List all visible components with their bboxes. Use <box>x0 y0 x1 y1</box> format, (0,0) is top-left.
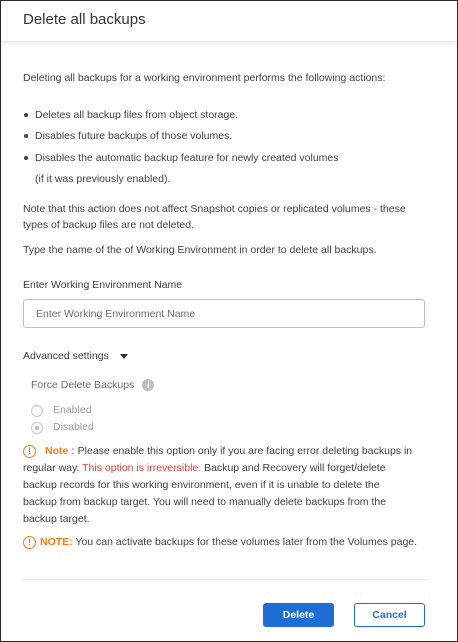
working-environment-name-field <box>23 299 425 328</box>
warning-prefix: Note : <box>45 445 75 457</box>
intro-text: Deleting all backups for a working environment performs the following actions: <box>23 72 386 84</box>
bullet-text: Deletes all backup files from object storage. <box>35 109 239 121</box>
bullet-text: Disables future backups of those volumes. <box>35 130 233 142</box>
warning-line1 <box>45 443 412 460</box>
warning-line5: backup target. <box>23 513 90 525</box>
force-delete-text: Force Delete Backups <box>31 379 135 391</box>
warning-text: Backup and Recovery will forget/delete <box>201 462 386 474</box>
warning-line2 <box>23 460 386 477</box>
type-instruction: Type the name of the of Working Environment in order to delete all backups. <box>23 244 377 256</box>
info-note-text: You can activate backups for these volumes later from the Volumes page. <box>72 536 418 548</box>
info-note-prefix: NOTE: <box>40 536 73 548</box>
note-text-line2: types of backup files are not deleted. <box>23 219 195 231</box>
delete-button[interactable]: Delete <box>263 603 334 627</box>
info-icon[interactable]: i <box>142 379 154 391</box>
advanced-settings-label: Advanced settings <box>23 350 109 362</box>
warning-circle-icon: ! <box>23 445 36 458</box>
input-label: Enter Working Environment Name <box>23 279 183 291</box>
working-environment-name-input[interactable] <box>34 300 418 327</box>
force-delete-label <box>31 379 154 391</box>
advanced-settings-toggle[interactable] <box>23 350 128 362</box>
warning-line4: backup from backup target. You will need to manually delete backups from the <box>23 496 387 508</box>
radio-circle-icon <box>31 405 43 417</box>
warning-line3: backup records for this working environment, even if it is unable to delete the <box>23 479 380 491</box>
bullet-dot <box>24 113 28 117</box>
footer-divider <box>23 579 427 580</box>
bullet-text: Disables the automatic backup feature for newly created volumes <box>35 152 339 164</box>
radio-label: Disabled <box>53 421 94 433</box>
note-text-line1: Note that this action does not affect Snapshot copies or replicated volumes - these <box>23 203 406 215</box>
caret-down-icon <box>120 354 128 359</box>
irreversible-text: This option is irreversible. <box>82 462 202 474</box>
bullet-dot <box>24 156 28 160</box>
warning-text: regular way. <box>23 462 83 474</box>
cancel-button[interactable]: Cancel <box>354 603 425 627</box>
warning-text: Please enable this option only if you are facing error deleting backups in <box>77 445 413 457</box>
dialog-header <box>1 1 457 42</box>
radio-label: Enabled <box>53 404 92 416</box>
info-note-line <box>40 534 417 551</box>
bullet-text: (if it was previously enabled). <box>35 173 171 185</box>
dialog-title: Delete all backups <box>23 11 146 28</box>
warning-circle-icon: ! <box>23 536 36 549</box>
radio-circle-checked-icon <box>31 422 43 434</box>
bullet-dot <box>24 134 28 138</box>
